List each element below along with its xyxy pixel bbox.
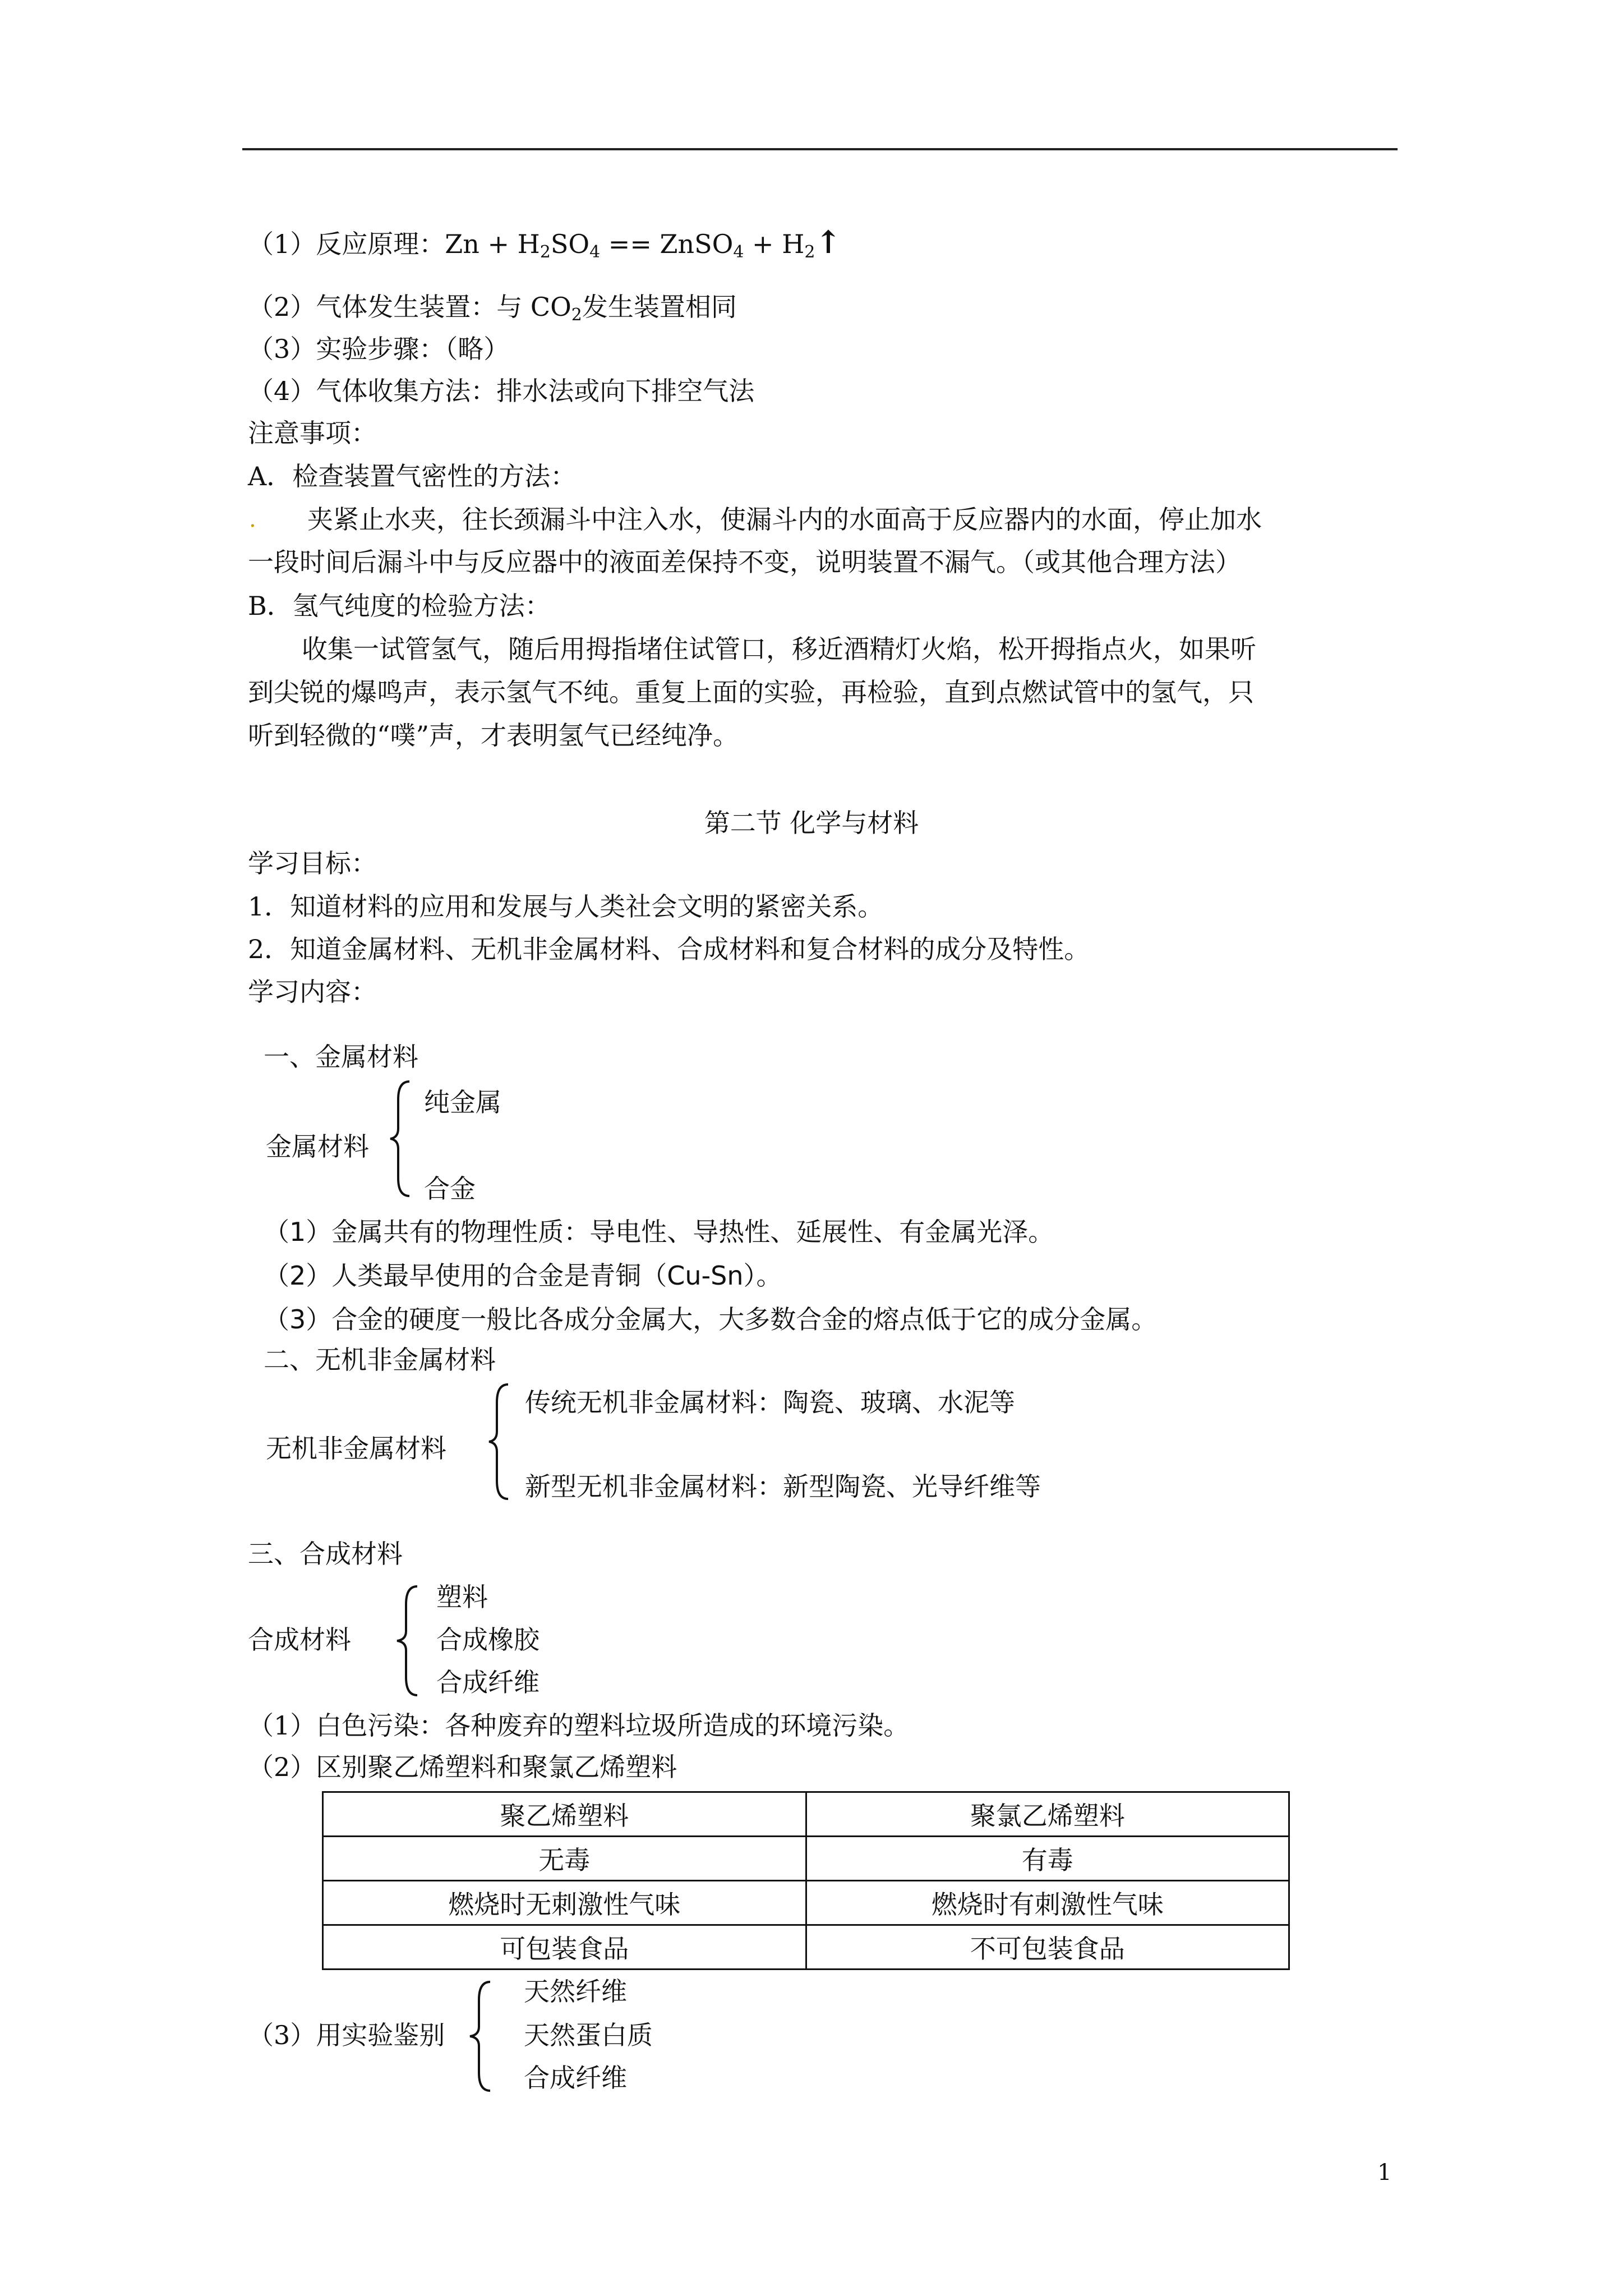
metal-branch-pure: 纯金属 (424, 1087, 501, 1117)
section-title: 第二节 化学与材料 (704, 808, 919, 838)
gas-collection: （4）气体收集方法：排水法或向下排空气法 (248, 376, 755, 406)
content-title: 学习内容： (248, 977, 377, 1007)
table-cell: 不可包装食品 (806, 1925, 1289, 1970)
metal-label: 金属材料 (266, 1131, 369, 1162)
goal-1: 1．知道材料的应用和发展与人类社会文明的紧密关系。 (248, 891, 884, 922)
table-row (323, 1881, 1289, 1925)
inorganic-branch-traditional: 传统无机非金属材料：陶瓷、玻璃、水泥等 (525, 1387, 1015, 1418)
table-row (323, 1837, 1289, 1881)
synthetic-label: 合成材料 (248, 1625, 351, 1655)
purity-text-3: 听到轻微的“噗”声，才表明氢气已经纯净。 (248, 720, 739, 751)
inorganic-brace (486, 1380, 519, 1503)
synthetic-branch-plastic: 塑料 (436, 1582, 488, 1612)
airtightness-text-2: 一段时间后漏斗中与反应器中的液面差保持不变，说明装置不漏气。（或其他合理方法） (248, 547, 1241, 577)
plastic-comparison-table (322, 1791, 1290, 1970)
metal-heading: 一、金属材料 (264, 1042, 418, 1072)
goals-title: 学习目标： (248, 848, 377, 878)
table-cell: 无毒 (323, 1837, 806, 1881)
metal-brace (387, 1077, 421, 1200)
compare-title: （2）区别聚乙烯塑料和聚氯乙烯塑料 (248, 1752, 677, 1782)
synthetic-branch-rubber: 合成橡胶 (436, 1625, 540, 1655)
airtightness-title: A．检查装置气密性的方法： (248, 461, 577, 491)
experiment-steps: （3）实验步骤：（略） (248, 334, 510, 364)
purity-title: B．氢气纯度的检验方法： (248, 591, 551, 621)
table-cell: 燃烧时有刺激性气味 (806, 1881, 1289, 1925)
metal-point-2: （2）人类最早使用的合金是青铜（Cu-Sn）。 (264, 1260, 782, 1291)
goal-2: 2．知道金属材料、无机非金属材料、合成材料和复合材料的成分及特性。 (248, 934, 1090, 964)
identify-natural-protein: 天然蛋白质 (524, 2020, 653, 2050)
metal-point-1: （1）金属共有的物理性质：导电性、导热性、延展性、有金属光泽。 (264, 1217, 1054, 1247)
metal-branch-alloy: 合金 (424, 1174, 476, 1204)
purity-text-2: 到尖锐的爆鸣声，表示氢气不纯。重复上面的实验，再检验，直到点燃试管中的氢气，只 (248, 677, 1254, 707)
bullet-dot: . (249, 507, 256, 532)
purity-text-1: 收集一试管氢气，随后用拇指堵住试管口，移近酒精灯火焰，松开拇指点火，如果听 (302, 634, 1256, 664)
table-header-cell: 聚氯乙烯塑料 (806, 1792, 1289, 1837)
table-row (323, 1925, 1289, 1970)
identify-synthetic-fiber: 合成纤维 (524, 2063, 627, 2093)
notes-title: 注意事项： (248, 418, 377, 448)
synthetic-heading: 三、合成材料 (248, 1539, 403, 1569)
inorganic-branch-new: 新型无机非金属材料：新型陶瓷、光导纤维等 (525, 1471, 1041, 1502)
metal-point-3: （3）合金的硬度一般比各成分金属大，大多数合金的熔点低于它的成分金属。 (264, 1304, 1158, 1335)
inorganic-label: 无机非金属材料 (266, 1433, 446, 1464)
synthetic-brace (393, 1582, 426, 1700)
identify-natural-fiber: 天然纤维 (524, 1976, 627, 2007)
identify-brace (465, 1977, 499, 2095)
up-arrow-icon: ↑ (815, 224, 842, 261)
gas-device: （2）气体发生装置：与 $CO_2$发生装置相同 (248, 292, 737, 325)
table-cell: 有毒 (806, 1837, 1289, 1881)
reaction-principle: （1）反应原理：$Zn + H_2SO_4$ == ZnSO$_4$ + $H_2↑$ (248, 224, 842, 262)
airtightness-text-1: 夹紧止水夹，往长颈漏斗中注入水，使漏斗内的水面高于反应器内的水面，停止加水 (307, 504, 1262, 535)
table-cell: 燃烧时无刺激性气味 (323, 1881, 806, 1925)
synthetic-branch-fiber: 合成纤维 (436, 1667, 540, 1697)
header-rule (242, 148, 1398, 150)
page-number: 1 (1377, 2160, 1392, 2185)
inorganic-heading: 二、无机非金属材料 (264, 1345, 496, 1375)
identify-label: （3）用实验鉴别 (248, 2020, 445, 2050)
table-header-row (323, 1792, 1289, 1837)
table-header-cell: 聚乙烯塑料 (323, 1792, 806, 1837)
table-cell: 可包装食品 (323, 1925, 806, 1970)
white-pollution: （1）白色污染：各种废弃的塑料垃圾所造成的环境污染。 (248, 1710, 910, 1741)
